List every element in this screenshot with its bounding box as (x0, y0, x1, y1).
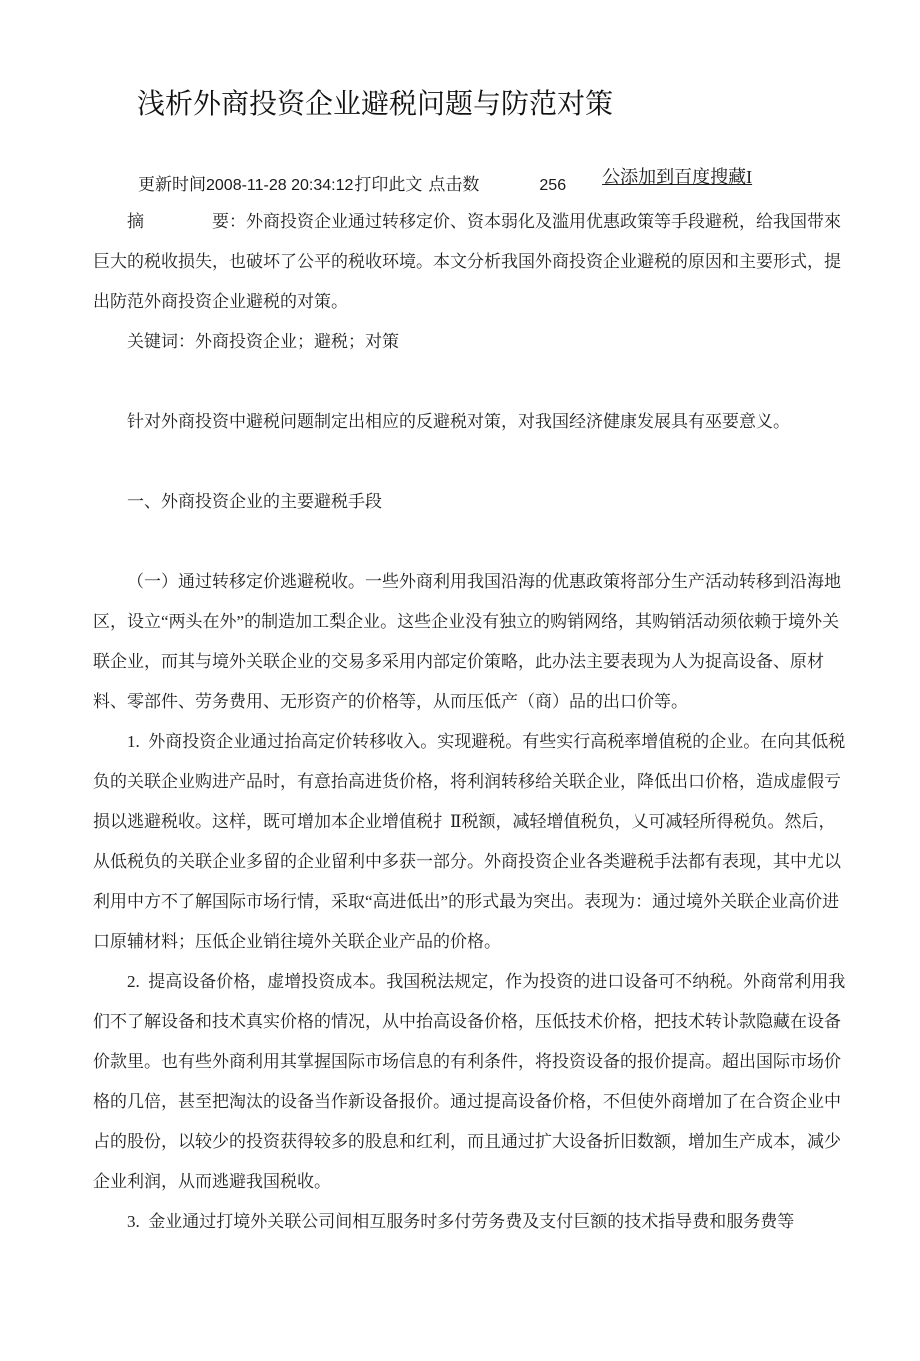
list-item-1: 1. 外商投资企业通过抬高定价转移收入。实现避税。有些实行高税率增值税的企业。在向其低税负的关联企业购进产品时，有意抬高进货价格，将利润转移给关联企业，降低出口价格，造成虚假亏损以逃避税收。这样，既可增加本企业增值税扌Ⅱ税额，减轻增值税负，乂可减轻所得税负。然后，从低税负的关联企业多留的企业留利中多获一部分。外商投资企业各类避税手法都有表现，其中尤以利用中方不了解国际市场行情，采取“高进低出”的形式最为突出。表现为：通过境外关联企业高价进口原辅材料；压低企业销往境外关联企业产品的价格。 (93, 732, 846, 951)
update-time-value: 2008-11-28 20:34:12 (206, 177, 354, 194)
article-body (93, 202, 850, 1242)
list-item-2: 2. 提高设备价格，虚增投资成本。我国税法规定，作为投资的进口设备可不纳税。外商常利用我们不了解设备和技术真实价格的情况，从中抬高设备价格，压低技术价格，把技术转讣款隐藏在设备价款里。也有些外商利用其掌握国际市场信息的有利条件，将投资设备的报价提高。超出国际市场价格的几倍，甚至把淘汰的设备当作新设备报价。通过提高设备价格，不但使外商增加了在合资企业中占的股份，以较少的投资获得较多的股息和红利，而且通过扩大设备折旧数额，增加生产成本，减少企业利润，从而逃避我国税收。 (93, 972, 846, 1191)
hits-count: 256 (539, 177, 567, 194)
update-time-label: 更新时间 (138, 175, 206, 194)
keywords-paragraph: 关键词：外商投资企业；避税；对策 (127, 332, 399, 351)
subsection-paragraph: （一）通过转移定价逃避税收。一些外商利用我国沿海的优惠政策将部分生产活动转移到沿海地区，设立“两头在外”的制造加工梨企业。这些企业没有独立的购销网络，其购销活动须依赖于境外关联企业，而其与境外关联企业的交易多采用内部定价策略，此办法主要表现为人为捉高设备、原材料、零部件、劳务费用、无形资产的价格等，从而压低产（商）品的出口价等。 (93, 572, 841, 711)
list-item-3: 3. 金业通过打境外关联公司间相互服务时多付劳务费及支付巨额的技术指导费和服务费等 (127, 1212, 795, 1231)
page-title: 浅析外商投资企业避税问题与防范对策 (137, 89, 614, 120)
intro-paragraph: 针对外商投资中避税问题制定出相应的反避税对策，对我国经济健康发展具有巫要意义。 (127, 412, 790, 431)
print-article-link[interactable]: 打印此文 (354, 175, 423, 194)
meta-bar (138, 167, 753, 196)
abstract-paragraph: 摘 要：外商投资企业通过转移定价、资本弱化及滥用优惠政策等手段避税，给我国带來巨大的税收损失，也破坏了公平的税收环境。本文分析我国外商投资企业避税的原因和主要形式，提出防范外商投资企业避税的对策。 (93, 212, 841, 311)
baidu-bookmark-link[interactable]: 公添加到百度搜藏I (602, 167, 753, 187)
section-heading: 一、外商投资企业的主要避税手段 (127, 492, 382, 511)
hits-label: 点击数 (428, 175, 480, 194)
